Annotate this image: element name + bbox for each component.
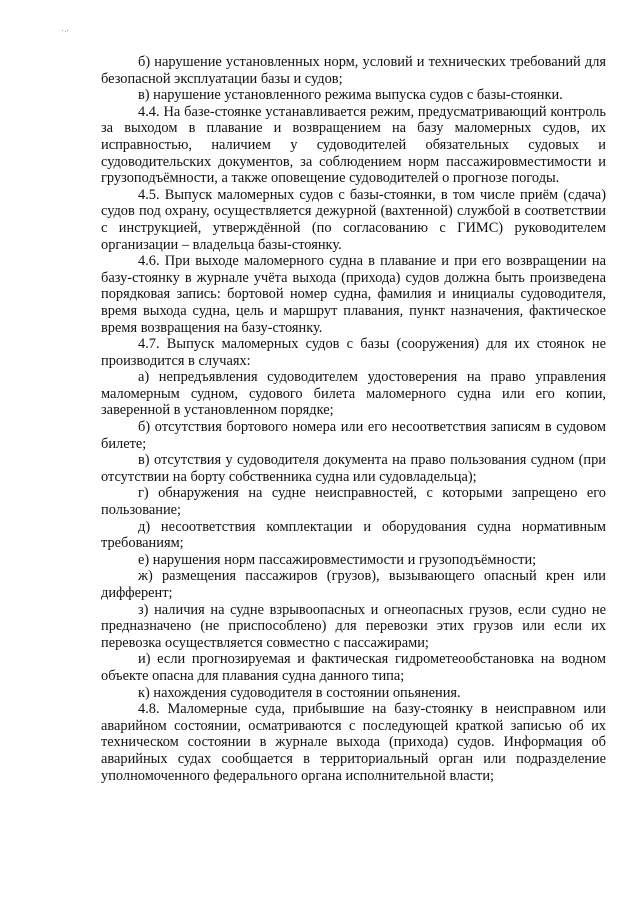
- paragraph-item-b-norms: б) нарушение установленных норм, условий и технических требований для безопасной эксплуатации базы и судов;: [101, 54, 606, 87]
- list-item-k: к) нахождения судоводителя в состоянии опьянения.: [138, 684, 461, 701]
- list-item-d: д) несоответствия комплектации и оборудования судна нормативным требованиям;: [101, 518, 606, 552]
- paragraph-4-7: 4.7. Выпуск маломерных судов с базы (сооружения) для их стоянок не производится в случаях:: [101, 336, 606, 369]
- paragraph-item-v-release-regime: в) нарушение установленного режима выпуска судов с базы-стоянки.: [138, 87, 563, 104]
- paragraph-4-6: 4.6. При выходе маломерного судна в плавание и при его возвращении на базу-стоянку в журнале учёта выхода (прихода) судов должна быть произведена порядковая запись: бортовой номер судна, фамилия и инициалы судоводителя, время выхода судна, цель и маршрут плавания, пункт назначения, фактическое время возвращения на базу-стоянку.: [101, 253, 606, 336]
- list-item-v: в) отсутствия у судоводителя документа на право пользования судном (при отсутствии на борту собственника судна или судовладельца);: [101, 452, 606, 485]
- list-item-i: и) если прогнозируемая и фактическая гидрометеообстановка на водном объекте опасна для плавания судна данного типа;: [101, 651, 606, 684]
- list-item-b: б) отсутствия бортового номера или его несоответствия записям в судовом билете;: [101, 419, 606, 452]
- scan-speck-mark: [62, 30, 68, 33]
- list-item-z: з) наличия на судне взрывоопасных и огнеопасных грузов, если судно не предназначено (не приспособлено) для перевозки этих грузов или если их перевозка осуществляется совместно с пассажирами;: [101, 601, 606, 651]
- list-item-g: г) обнаружения на судне неисправностей, с которыми запрещено его пользование;: [101, 485, 606, 519]
- list-item-a: а) непредъявления судоводителем удостоверения на право управления маломерным судном, судового билета маломерного судна или его копии, заверенной в установленном порядке;: [101, 369, 606, 419]
- paragraph-4-8: 4.8. Маломерные суда, прибывшие на базу-стоянку в неисправном или аварийном состоянии, осматриваются с последующей краткой записью об их техническом состоянии в журнале выхода (прихода) судов. Информация об аварийных судах сообщается в территориальный орган или подразделение уполномоченного федерального органа исполнительной власти;: [101, 701, 606, 784]
- list-item-e: е) нарушения норм пассажировместимости и грузоподъёмности;: [138, 551, 537, 568]
- paragraph-4-5: 4.5. Выпуск маломерных судов с базы-стоянки, в том числе приём (сдача) судов под охрану, осуществляется дежурной (вахтенной) службой в соответствии с инструкцией, утверждённой (по согласованию с ГИМС) руководителем организации – владельца базы-стоянку.: [101, 186, 606, 253]
- document-body: [101, 54, 606, 784]
- paragraph-4-4: 4.4. На базе-стоянке устанавливается режим, предусматривающий контроль за выходом в плавание и возвращением на базу маломерных судов, их исправностью, наличием у судоводителей обязательных судовых и судоводительских документов, за соблюдением норм пассажировместимости и грузоподъёмности, а также оповещение судоводителей о прогнозе погоды.: [101, 103, 606, 187]
- list-item-zh: ж) размещения пассажиров (грузов), вызывающего опасный крен или дифферент;: [101, 568, 606, 601]
